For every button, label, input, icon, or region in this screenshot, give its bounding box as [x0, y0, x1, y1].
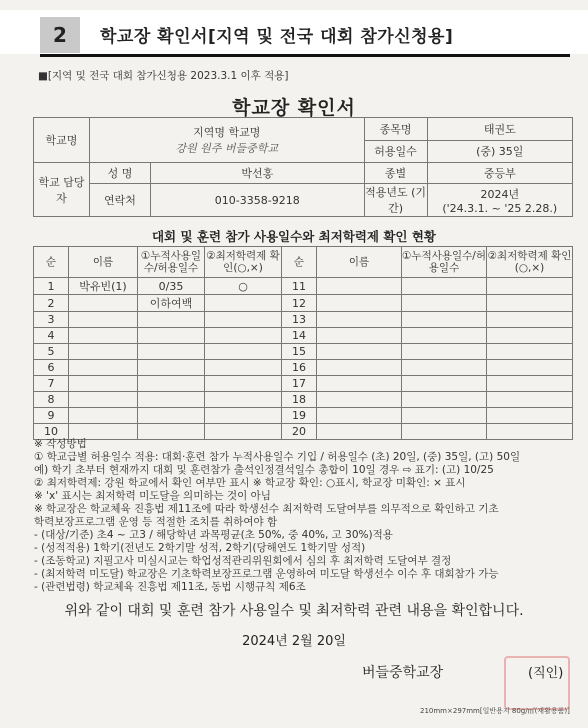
row-name	[69, 360, 138, 376]
row-name-right	[317, 408, 402, 424]
row-name-right	[317, 328, 402, 344]
row-check	[205, 392, 282, 408]
instruction-line: - (조동학교) 지필고사 미실시교는 학업성적관리위원회에서 심의 후 최저학력 도달여부 결정	[34, 555, 452, 567]
section-title: 대회 및 훈련 참가 사용일수와 최저학력제 확인 현황	[151, 229, 437, 244]
row-check: ○	[205, 278, 282, 295]
row-name-right	[317, 278, 402, 295]
row-no-right: 18	[282, 392, 317, 408]
row-name-right	[317, 344, 402, 360]
athlete-table-header	[34, 247, 573, 278]
instruction-line: - (관련법령) 학교체육 진흥법 제11조, 동법 시행규칙 제6조	[34, 581, 306, 593]
confirmation-date: 2024년 2월 20일	[242, 634, 346, 649]
row-no: 1	[34, 278, 69, 295]
row-no: 10	[34, 424, 69, 440]
col-days: ①누적사용일수/허용일수	[138, 247, 205, 278]
row-days	[138, 328, 205, 344]
row-days-right	[402, 344, 487, 360]
event-value: 태권도	[427, 118, 572, 141]
row-no-right: 16	[282, 360, 317, 376]
row-check-right	[487, 312, 573, 328]
row-days	[138, 392, 205, 408]
col-no-right: 순	[282, 247, 317, 278]
col-days-right: ①누적사용일수/허용일수	[402, 247, 487, 278]
row-no: 2	[34, 295, 69, 312]
instruction-line: - (대상/기준) 초4 ~ 고3 / 해당학년 과목평균(초 50%, 중 40%, 고 30%)적용	[34, 529, 393, 541]
instruction-line: ※ 학교장은 학교체육 진흥법 제11조에 따라 학생선수 최저학력 도달여부를 의무적으로 확인하고 기초	[34, 503, 499, 515]
row-name-right	[317, 360, 402, 376]
row-check-right	[487, 295, 573, 312]
table-row	[34, 344, 573, 360]
row-no: 5	[34, 344, 69, 360]
form-header-title: 학교장 확인서[지역 및 전국 대회 참가신청용]	[100, 27, 454, 47]
form-number: 2	[40, 17, 80, 53]
row-no-right: 15	[282, 344, 317, 360]
allowed-days-value: (중) 35일	[427, 140, 572, 163]
table-row	[34, 376, 573, 392]
row-no: 7	[34, 376, 69, 392]
row-name-right	[317, 376, 402, 392]
table-row	[34, 360, 573, 376]
col-name-right: 이름	[317, 247, 402, 278]
period-cell	[427, 184, 572, 217]
document-title: 학교장 확인서	[232, 97, 356, 119]
instruction-line: 예) 학기 초부터 현재까지 대회 및 훈련참가 출석인정결석일수 총합이 10일 경우 ⇨ 표기: (고) 10/25	[34, 464, 494, 476]
header-divider	[40, 54, 570, 57]
row-name-right	[317, 392, 402, 408]
row-check	[205, 295, 282, 312]
event-label: 종목명	[364, 118, 427, 141]
row-days	[138, 360, 205, 376]
row-days	[138, 312, 205, 328]
row-name	[69, 344, 138, 360]
row-name	[69, 376, 138, 392]
principal-signature: 버들중학교장	[362, 665, 444, 681]
contact-value: 010-3358-9218	[151, 184, 365, 217]
row-no: 3	[34, 312, 69, 328]
row-name-right	[317, 312, 402, 328]
table-row	[34, 328, 573, 344]
row-days-right	[402, 295, 487, 312]
row-no: 4	[34, 328, 69, 344]
instruction-line: 학력보장프로그램 운영 등 적절한 조치를 취하여야 함	[34, 516, 278, 528]
name-value: 박선홍	[151, 163, 365, 184]
seal-label: (직인)	[528, 666, 564, 681]
period-year: 2024년	[480, 187, 520, 201]
writing-instructions	[34, 438, 579, 594]
row-days-right	[402, 278, 487, 295]
row-name	[69, 392, 138, 408]
row-no: 8	[34, 392, 69, 408]
row-check	[205, 376, 282, 392]
confirmation-statement: 위와 같이 대회 및 훈련 참가 사용일수 및 최저학력 관련 내용을 확인합니다.	[64, 603, 524, 619]
row-check	[205, 408, 282, 424]
school-label: 학교명	[34, 118, 90, 163]
row-days-right	[402, 328, 487, 344]
row-name: 박유빈(1)	[69, 278, 138, 295]
row-name	[69, 312, 138, 328]
table-row	[34, 408, 573, 424]
row-no-right: 13	[282, 312, 317, 328]
applicability-note: ■[지역 및 전국 대회 참가신청용 2023.3.1 이후 적용]	[38, 70, 289, 82]
row-name	[69, 328, 138, 344]
category-label: 종별	[364, 163, 427, 184]
col-name: 이름	[69, 247, 138, 278]
instruction-line: ② 최저학력제: 강원 학교에서 확인 여부만 표시 ※ 학교장 확인: ○표시, 학교장 미확인: × 표시	[34, 477, 466, 489]
table-row	[34, 312, 573, 328]
athlete-table	[33, 246, 573, 440]
row-check-right	[487, 344, 573, 360]
row-check	[205, 344, 282, 360]
row-days: 0/35	[138, 278, 205, 295]
row-no-right: 14	[282, 328, 317, 344]
row-days-right	[402, 312, 487, 328]
period-range: ('24.3.1. ~ '25 2.28.)	[442, 201, 558, 215]
period-label: 적용년도 (기간)	[364, 184, 427, 217]
row-check-right	[487, 376, 573, 392]
row-no: 6	[34, 360, 69, 376]
row-no-right: 12	[282, 295, 317, 312]
instruction-line: ① 학교급별 허용일수 적용: 대회·훈련 참가 누적사용일수 기입 / 허용일수 (초) 20일, (중) 35일, (고) 50일	[34, 451, 521, 463]
row-days	[138, 376, 205, 392]
row-no-right: 11	[282, 278, 317, 295]
region-school-value: 강원 원주 버들중학교	[175, 142, 279, 155]
row-check	[205, 360, 282, 376]
row-days-right	[402, 408, 487, 424]
name-label: 성 명	[90, 163, 151, 184]
col-check: ②최저학력제 확인(○,×)	[205, 247, 282, 278]
row-name-right	[317, 295, 402, 312]
instruction-line: - (최저학력 미도달) 학교장은 기초학력보장프로그램 운영하여 미도달 학생선수 이수 후 대회참가 가능	[34, 568, 499, 580]
instruction-line: ※ 'x' 표시는 최저학력 미도달을 의미하는 것이 아님	[34, 490, 271, 502]
row-days-right	[402, 360, 487, 376]
row-check-right	[487, 328, 573, 344]
table-row	[34, 392, 573, 408]
row-name	[69, 295, 138, 312]
row-days: 이하여백	[138, 295, 205, 312]
row-check	[205, 312, 282, 328]
region-school-label: 지역명 학교명	[193, 126, 261, 139]
category-value: 중등부	[427, 163, 572, 184]
row-no: 9	[34, 408, 69, 424]
col-check-right: ②최저학력제 확인(○,×)	[487, 247, 573, 278]
row-name	[69, 408, 138, 424]
row-check-right	[487, 278, 573, 295]
row-check-right	[487, 360, 573, 376]
row-check-right	[487, 408, 573, 424]
table-row	[34, 295, 573, 312]
info-table	[33, 117, 573, 217]
row-days-right	[402, 376, 487, 392]
row-days	[138, 408, 205, 424]
paper-spec: 210mm×297mm[일반용지 80g/㎡(재활용품)]	[420, 707, 570, 715]
instruction-line: - (성적적용) 1학기(전년도 2학기말 성적, 2학기(당해연도 1학기말 성적)	[34, 542, 366, 554]
row-days-right	[402, 392, 487, 408]
row-check-right	[487, 392, 573, 408]
row-no-right: 20	[282, 424, 317, 440]
manager-label: 학교 담당자	[34, 163, 90, 217]
row-days	[138, 344, 205, 360]
instruction-line: ※ 작성방법	[34, 438, 87, 450]
allowed-days-label: 허용일수	[364, 140, 427, 163]
row-no-right: 19	[282, 408, 317, 424]
col-no: 순	[34, 247, 69, 278]
row-check	[205, 328, 282, 344]
school-cell	[90, 118, 365, 163]
table-row	[34, 278, 573, 295]
row-no-right: 17	[282, 376, 317, 392]
contact-label: 연락처	[90, 184, 151, 217]
